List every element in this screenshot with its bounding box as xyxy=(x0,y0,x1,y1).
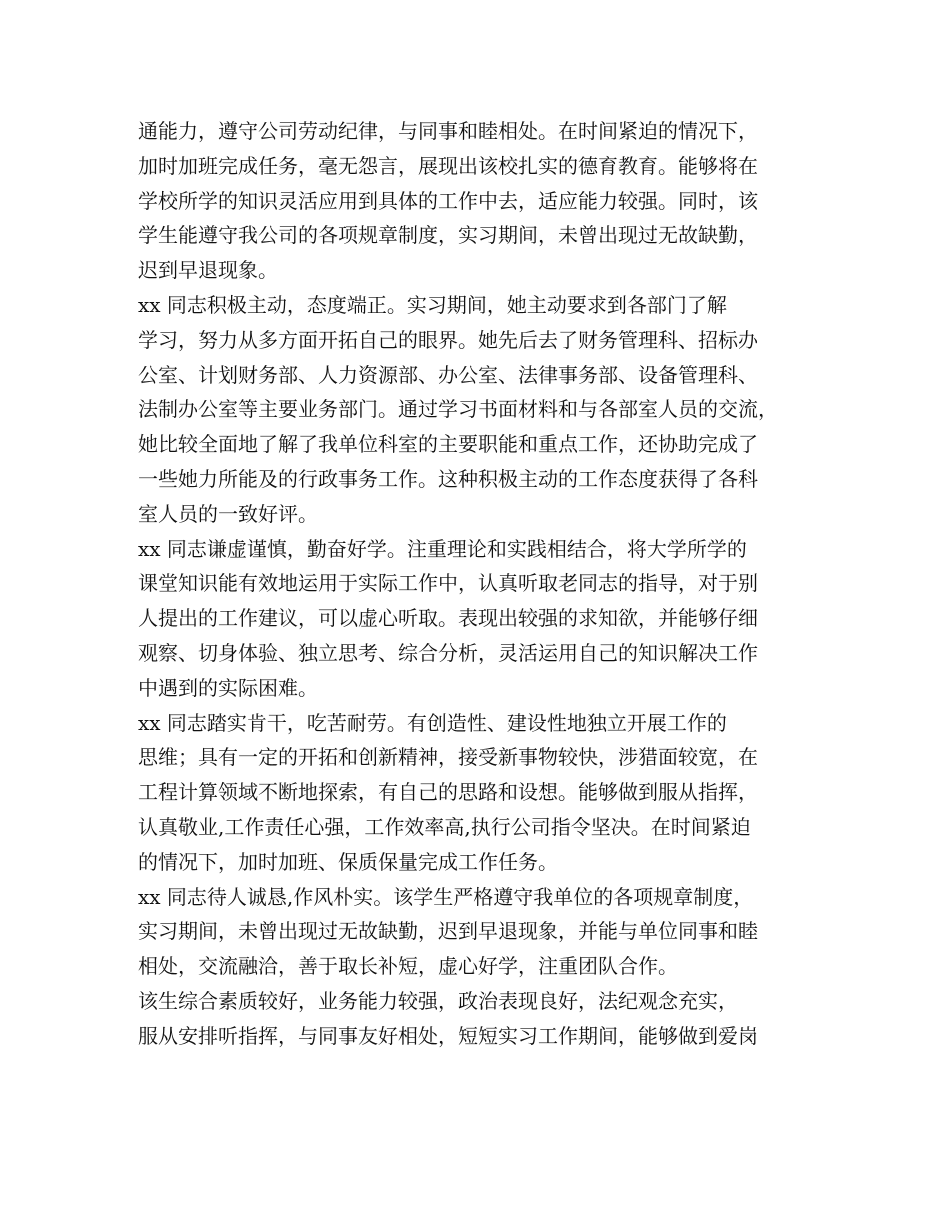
text-line: 加时加班完成任务，毫无怨言，展现出该校扎实的德育教育。能够将在 xyxy=(138,153,758,178)
text-line: 课堂知识能有效地运用于实际工作中，认真听取老同志的指导，对于别 xyxy=(138,571,758,596)
text-line: 通能力，遵守公司劳动纪律，与同事和睦相处。在时间紧迫的情况下， xyxy=(138,119,758,143)
text-line: 实习期间，未曾出现过无故缺勤，迟到早退现象，并能与单位同事和睦 xyxy=(138,919,758,944)
text-line: 学习，努力从多方面开拓自己的眼界。她先后去了财务管理科、招标办 xyxy=(138,327,758,352)
text-line: 学校所学的知识灵活应用到具体的工作中去，适应能力较强。同时，该 xyxy=(138,188,758,213)
text-line: 工程计算领域不断地探索，有自己的思路和设想。能够做到服从指挥， xyxy=(138,780,758,805)
text-line: 中遇到的实际困难。 xyxy=(138,675,318,700)
text-line: 一些她力所能及的行政事务工作。这种积极主动的工作态度获得了各科 xyxy=(138,466,758,491)
text-line: 迟到早退现象。 xyxy=(138,258,278,283)
text-line: 认真敬业,工作责任心强，工作效率高,执行公司指令坚决。在时间紧迫 xyxy=(138,814,751,839)
text-line: 她比较全面地了解了我单位科室的主要职能和重点工作，还协助完成了 xyxy=(138,432,758,457)
text-line: 学生能遵守我公司的各项规章制度，实习期间，未曾出现过无故缺勤， xyxy=(138,223,758,248)
text-line: 的情况下，加时加班、保质保量完成工作任务。 xyxy=(138,849,558,874)
text-line: xx 同志待人诚恳,作风朴实。该学生严格遵守我单位的各项规章制度， xyxy=(138,884,754,909)
text-line: 该生综合素质较好，业务能力较强，政治表现良好，法纪观念充实， xyxy=(138,988,738,1013)
text-line: xx 同志积极主动，态度端正。实习期间，她主动要求到各部门了解 xyxy=(138,292,727,317)
text-line: 观察、切身体验、独立思考、综合分析，灵活运用自己的知识解决工作 xyxy=(138,640,758,665)
text-line: 思维；具有一定的开拓和创新精神，接受新事物较快，涉猎面较宽，在 xyxy=(138,745,758,770)
text-line: 服从安排听指挥，与同事友好相处，短短实习工作期间，能够做到爱岗 xyxy=(138,1023,758,1048)
text-line: 人提出的工作建议，可以虚心听取。表现出较强的求知欲，并能够仔细 xyxy=(138,606,758,631)
text-line: 法制办公室等主要业务部门。通过学习书面材料和与各部室人员的交流， xyxy=(138,397,778,422)
text-line: xx 同志谦虚谨慎，勤奋好学。注重理论和实践相结合，将大学所学的 xyxy=(138,536,747,561)
document-body xyxy=(138,114,828,1054)
text-line: 公室、计划财务部、人力资源部、办公室、法律事务部、设备管理科、 xyxy=(138,362,758,387)
text-line: xx 同志踏实肯干，吃苦耐劳。有创造性、建设性地独立开展工作的 xyxy=(138,710,727,735)
text-line: 室人员的一致好评。 xyxy=(138,501,318,526)
text-line: 相处，交流融洽，善于取长补短，虚心好学，注重团队合作。 xyxy=(138,954,678,979)
